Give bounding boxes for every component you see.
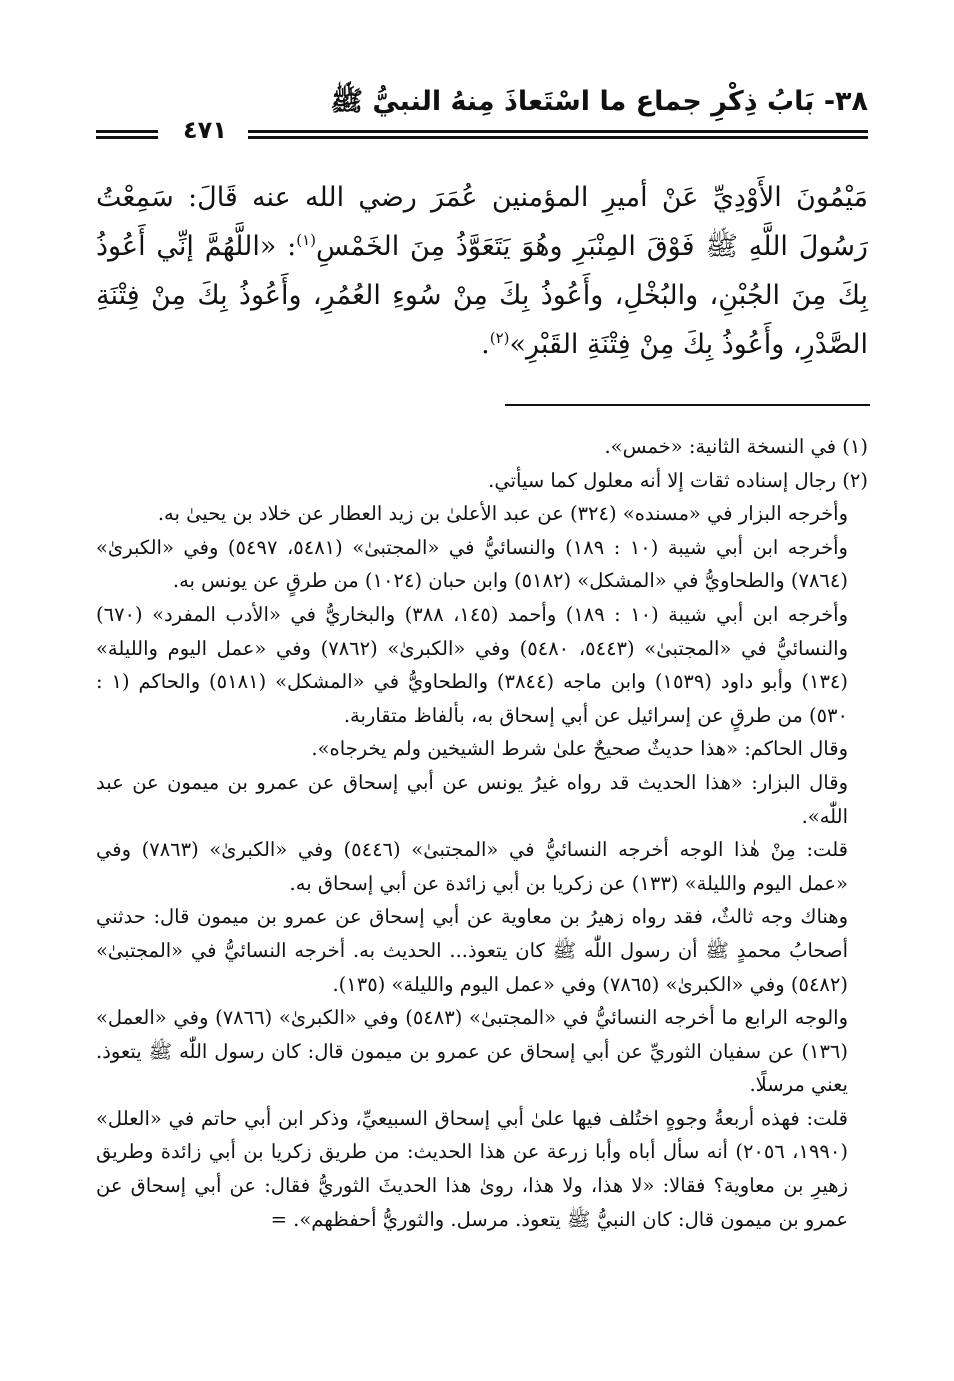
- footnote-separator: [505, 404, 870, 406]
- chapter-title: ٣٨- بَابُ ذِكْرِ جماع ما اسْتَعاذَ مِنهُ النبيُّ ﷺ: [330, 86, 868, 117]
- hadith-paragraph: [96, 173, 868, 369]
- page-number: ٤٧١: [183, 116, 227, 144]
- page-header: [96, 80, 868, 150]
- footnote-paragraph: وقال البزار: «هذا الحديث قد رواه غيرُ يونس عن أبي إسحاق عن عمرو بن ميمون عن عبد اللّٰه».: [96, 770, 848, 828]
- footnote-marker-2[interactable]: (٢): [489, 329, 510, 347]
- footnote-paragraph: والوجه الرابع ما أخرجه النسائيُّ في «المجتبىٰ» (٥٤٨٣) وفي «الكبرىٰ» (٧٨٦٦) وفي «العمل» (١٣٦) عن سفيان الثوريِّ عن أبي إسحاق عن عمرو بن ميمون قال: كان رسول اللّٰه ﷺ يتعوذ. يعني مرسلًا.: [96, 1006, 849, 1097]
- footnote-paragraph: قلت: فهذه أربعةُ وجوهٍ اختُلف فيها علىٰ أبي إسحاق السبيعيِّ، وذكر ابن أبي حاتم في «العلل» (١٩٩٠، ٢٠٥٦) أنه سأل أباه وأبا زرعة عن هذا الحديث: من طريق زكريا بن أبي زائدة وطريق زهيرِ بن معاوية؟ فقالا: «لا هذا، ولا هذا، روىٰ هذا الحديثَ الثوريُّ فقال: عن أبي إسحاق عن عمرو بن ميمون قال: كان النبيُّ ﷺ يتعوذ. مرسل. والثوريُّ أحفظهم». =: [96, 1106, 848, 1231]
- footnote-paragraph: وأخرجه ابن أبي شيبة (١٠ : ١٨٩) والنسائيُّ في «المجتبىٰ» (٥٤٨١، ٥٤٩٧) وفي «الكبرىٰ» (٧٨٦٤) والطحاويُّ في «المشكل» (٥١٨٢) وابن حبان (١٠٢٤) من طرقٍ عن يونس به.: [96, 535, 848, 593]
- footnote-1: (١) في النسخة الثانية: «خمس».: [604, 435, 868, 458]
- hadith-line-1: مَيْمُونَ الأَوْدِيِّ عَنْ أميرِ المؤمنين عُمَرَ رضي الله عنه قَالَ: سَمِعْتُ رَسُولَ اللَّهِ ﷺ: [96, 182, 868, 262]
- footnote-paragraph: وأخرجه ابن أبي شيبة (١٠ : ١٨٩) وأحمد (١٤٥، ٣٨٨) والبخاريُّ في «الأدب المفرد» (٦٧٠) والنسائيُّ في «المجتبىٰ» (٥٤٤٣، ٥٤٨٠) وفي «الكبرىٰ» (٧٨٦٢) وفي «عمل اليوم والليلة» (١٣٤) وأبو داود (١٥٣٩) وابن ماجه (٣٨٤٤) والطحاويُّ في «المشكل» (٥١٨١) والحاكم (١ : ٥٣٠) من طرقٍ عن إسرائيل عن أبي إسحاق به، بألفاظ متقاربة.: [96, 602, 848, 727]
- footnote-paragraph: وقال الحاكم: «هذا حديثٌ صحيحٌ علىٰ شرط الشيخين ولم يخرجاه».: [311, 737, 848, 761]
- footnote-paragraph: قلت: مِنْ هٰذا الوجه أخرجه النسائيُّ في «المجتبىٰ» (٥٤٤٦) وفي «الكبرىٰ» (٧٨٦٣) وفي «عمل اليوم والليلة» (١٣٣) عن زكريا بن أبي زائدة عن أبي إسحاق به.: [96, 838, 848, 895]
- hadith-text: [96, 173, 868, 369]
- footnotes: [96, 430, 868, 1236]
- header-rule-right: [248, 130, 868, 142]
- hadith-line-2-cont: : «اللَّهُمَّ إنِّي أَعُوذُ بِكَ مِنَ الجُبْنِ، والبُخْلِ، وأَعُوذُ بِكَ مِنْ سُوءِ العُمُرِ، وأَعُوذُ بِكَ مِنْ فِتْنَةِ الصَّدْرِ، وأَعُوذُ بِكَ مِنْ فِتْنَةِ القَبْرِ»: [96, 231, 868, 360]
- end-mark: .: [481, 329, 490, 360]
- footnote-marker-1[interactable]: (١): [296, 231, 317, 249]
- footnote-paragraph: وهناك وجه ثالثٌ، فقد رواه زهيرُ بن معاوية عن أبي إسحاق عن عمرو بن ميمون قال: حدثني أصحابُ محمدٍ ﷺ أن رسول اللّٰه ﷺ كان يتعوذ... الحديث به. أخرجه النسائيُّ في «المجتبىٰ» (٥٤٨٢) وفي «الكبرىٰ» (٧٨٦٥) وفي «عمل اليوم والليلة» (١٣٥).: [96, 905, 848, 996]
- header-rule-left: [96, 130, 158, 142]
- footnote-2: (٢) رجال إسناده ثقات إلا أنه معلول كما سيأتي.: [488, 468, 868, 492]
- footnote-paragraph: وأخرجه البزار في «مسنده» (٣٢٤) عن عبد الأعلىٰ بن زيد العطار عن خلاد بن يحيىٰ به.: [157, 502, 848, 526]
- hadith-line-2: فَوْقَ المِنْبَرِ وهُوَ يَتَعَوَّذُ مِنَ الخَمْسِ: [316, 231, 695, 262]
- header-rule: [96, 116, 868, 144]
